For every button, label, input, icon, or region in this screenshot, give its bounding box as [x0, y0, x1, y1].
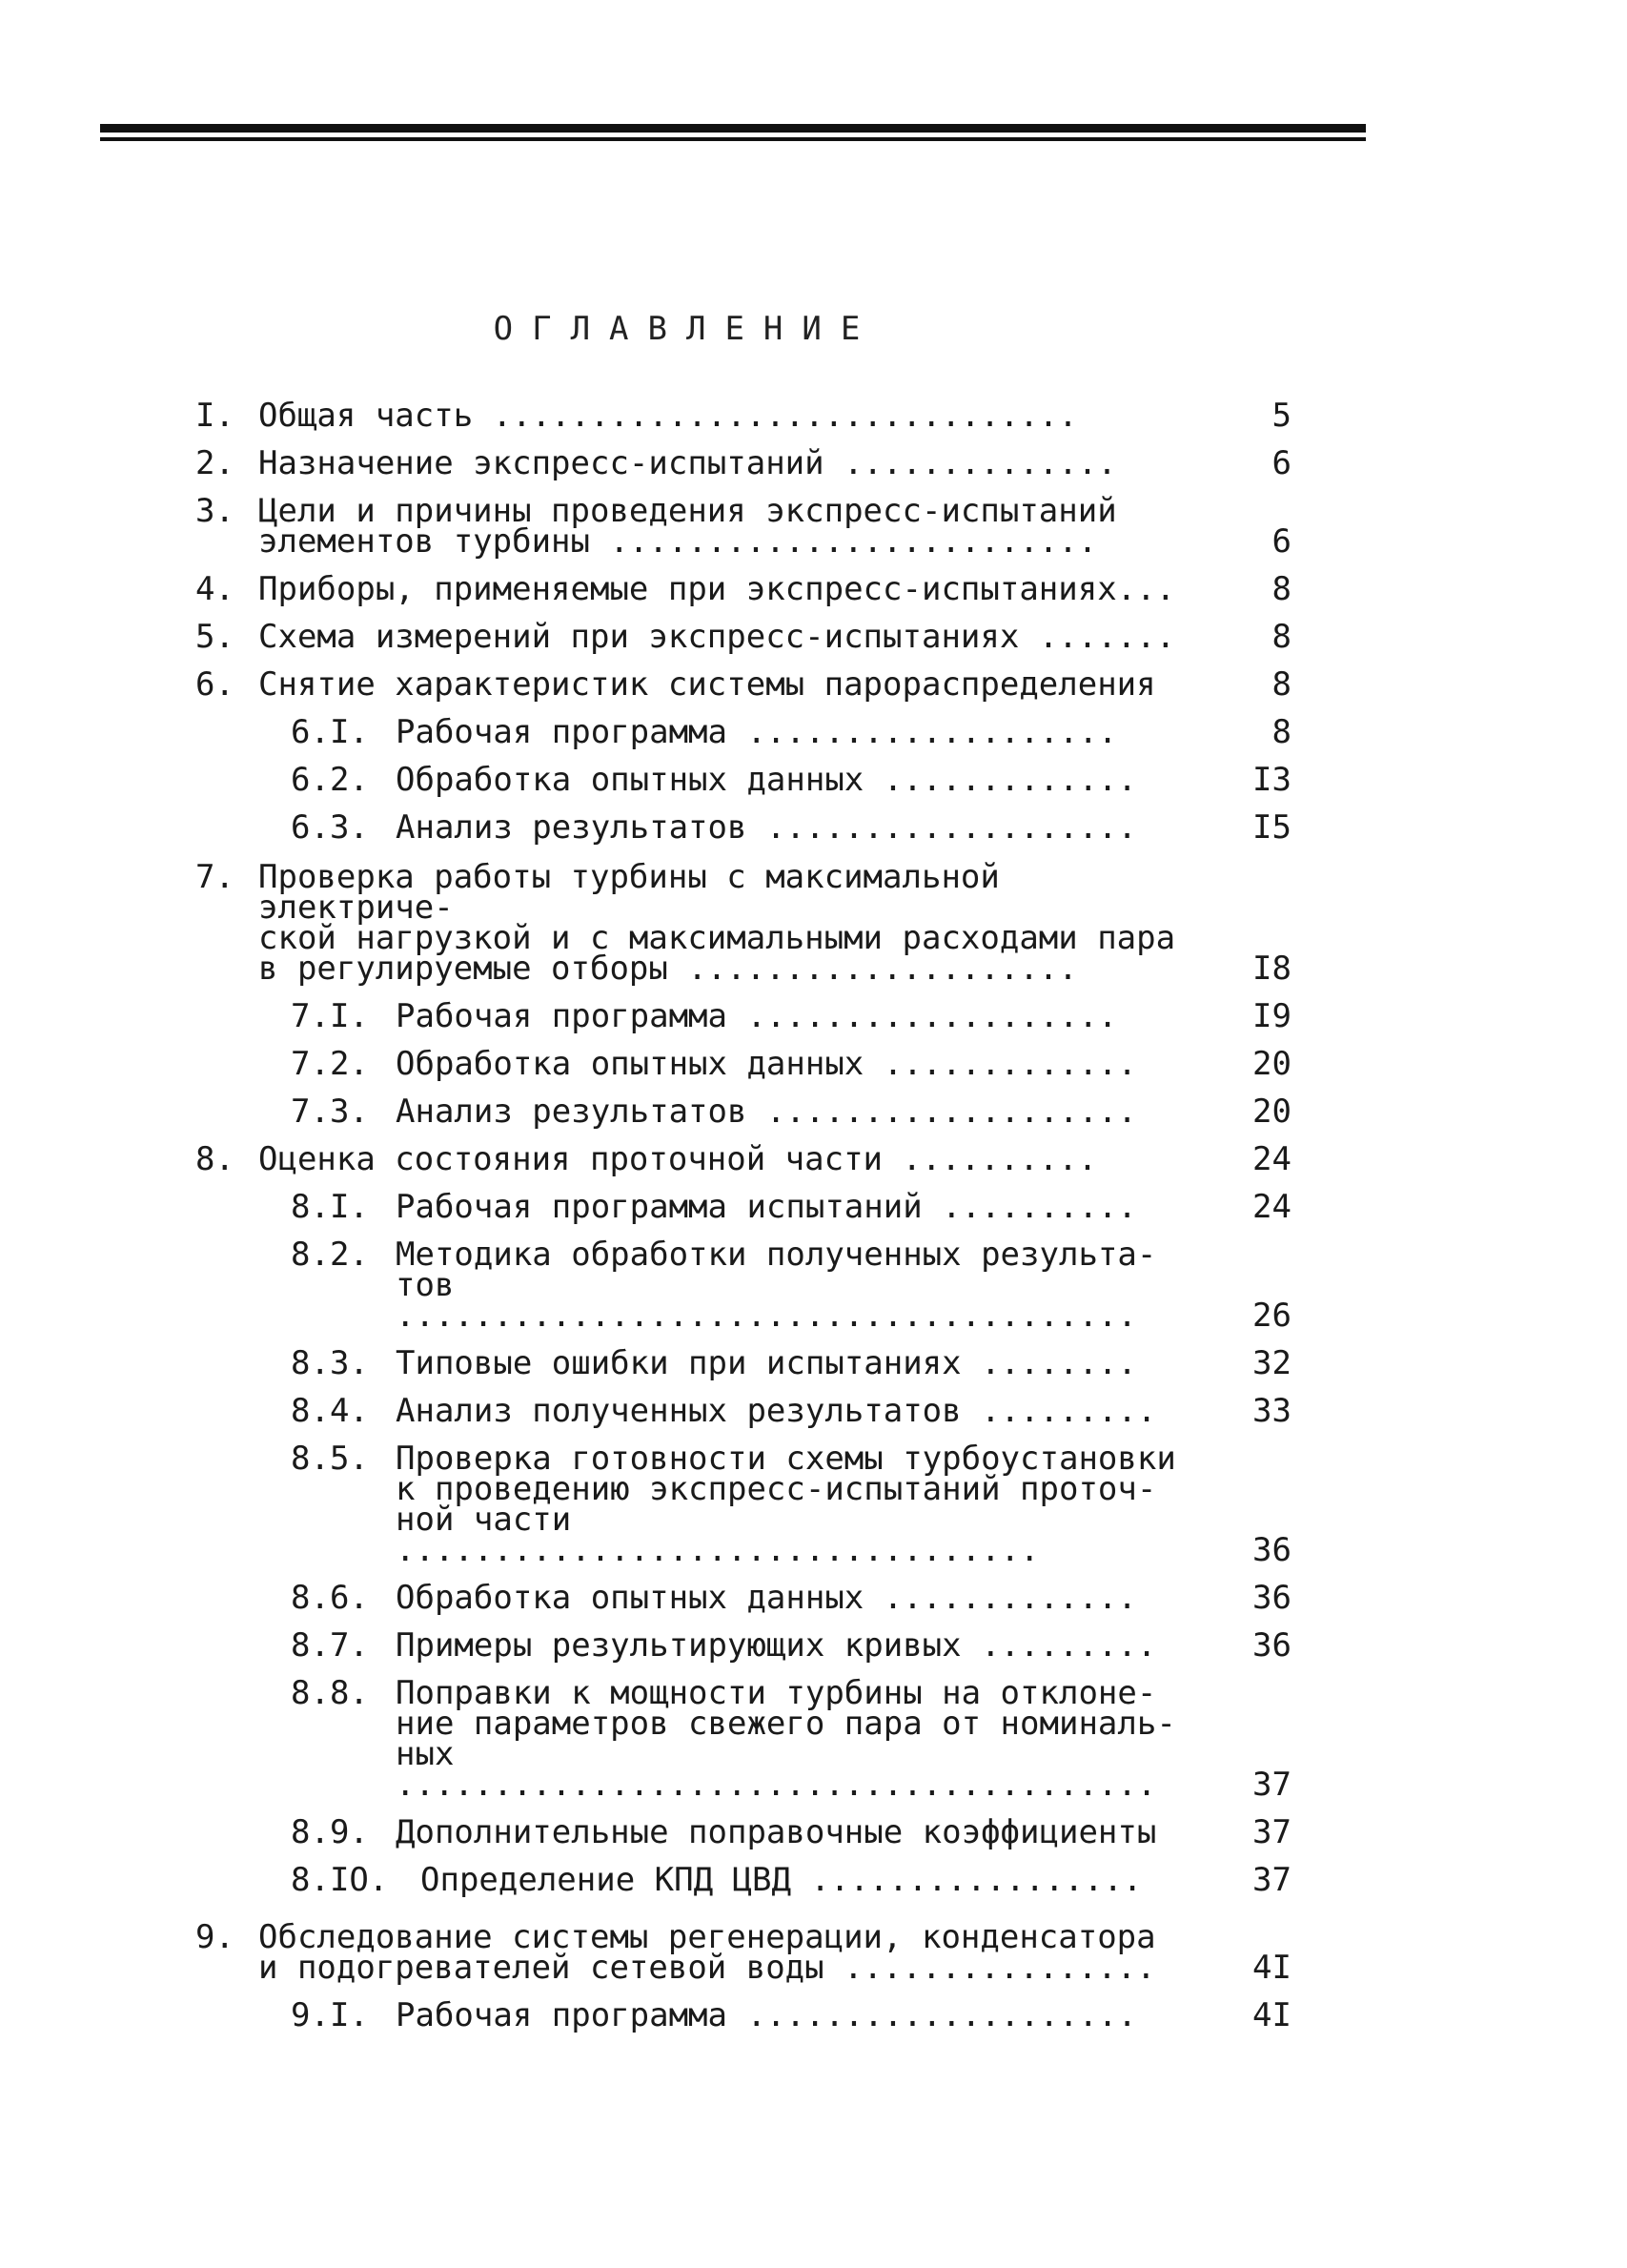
- toc-entry-page-number: 36: [1252, 1579, 1291, 1617]
- toc-entry: [195, 808, 1291, 847]
- toc-entry-number: I.: [195, 397, 234, 435]
- toc-entry: [195, 1813, 1291, 1851]
- toc-entry-title: Проверка готовности схемы турбоустановки к проведению экспресс-испытаний проточ- ной части .................................: [396, 1440, 1176, 1569]
- table-of-contents: [195, 397, 1291, 2034]
- toc-entry: [195, 997, 1291, 1035]
- toc-entry-page-number: 36: [1252, 1531, 1291, 1569]
- toc-entry-number: 8.9.: [291, 1813, 369, 1851]
- toc-entry-number: 8.I.: [291, 1188, 369, 1226]
- toc-entry-number: 5.: [195, 618, 234, 656]
- toc-entry: [195, 665, 1291, 704]
- toc-entry: [195, 1140, 1291, 1178]
- toc-entry: [195, 444, 1291, 482]
- toc-entry-page-number: 5: [1271, 397, 1291, 435]
- toc-entry-title: Обработка опытных данных .............: [396, 761, 1137, 799]
- toc-entry: [195, 1440, 1291, 1569]
- toc-entry-title: Поправки к мощности турбины на отклоне- ние параметров свежего пара от номиналь- ных .......................................: [396, 1674, 1176, 1804]
- toc-entry: [195, 397, 1291, 435]
- toc-entry-page-number: 8: [1271, 570, 1291, 608]
- toc-entry-title: Цели и причины проведения экспресс-испытаний элементов турбины .........................: [258, 492, 1117, 561]
- toc-entry-title: Рабочая программа ...................: [396, 997, 1118, 1035]
- header-rule-thin: [100, 137, 1366, 141]
- toc-entry-title: Рабочая программа ....................: [396, 1996, 1137, 2034]
- toc-entry-number: 8.7.: [291, 1626, 369, 1665]
- toc-entry-page-number: 6: [1271, 444, 1291, 482]
- toc-entry: [195, 1674, 1291, 1804]
- toc-entry-page-number: 8: [1271, 618, 1291, 656]
- toc-entry-title: Снятие характеристик системы парораспределения: [258, 665, 1156, 704]
- toc-entry-title: Назначение экспресс-испытаний ..............: [258, 444, 1117, 482]
- toc-entry-number: 8.2.: [291, 1236, 369, 1274]
- toc-entry-page-number: 4I: [1252, 1949, 1291, 1987]
- toc-entry-title: Анализ результатов ...................: [396, 1093, 1137, 1131]
- toc-entry: [195, 492, 1291, 561]
- toc-entry: [195, 858, 1291, 988]
- toc-entry-page-number: 4I: [1252, 1996, 1291, 2034]
- toc-entry-number: 6.I.: [291, 713, 369, 751]
- toc-entry: [195, 1392, 1291, 1430]
- toc-entry-number: 7.: [195, 858, 234, 896]
- toc-entry-number: 8.6.: [291, 1579, 369, 1617]
- toc-entry-number: 6.2.: [291, 761, 369, 799]
- toc-entry-page-number: 37: [1252, 1813, 1291, 1851]
- toc-entry-page-number: 37: [1252, 1861, 1291, 1899]
- toc-entry-title: Обработка опытных данных .............: [396, 1045, 1137, 1083]
- toc-entry-page-number: I9: [1252, 997, 1291, 1035]
- toc-entry: [195, 1093, 1291, 1131]
- toc-entry: [195, 761, 1291, 799]
- toc-entry-page-number: 20: [1252, 1093, 1291, 1131]
- toc-entry-title: Рабочая программа ...................: [396, 713, 1118, 751]
- toc-entry: [195, 618, 1291, 656]
- toc-entry-page-number: 8: [1271, 665, 1291, 704]
- toc-entry-number: 2.: [195, 444, 234, 482]
- toc-entry: [195, 570, 1291, 608]
- toc-entry-number: 4.: [195, 570, 234, 608]
- toc-entry-title: Оценка состояния проточной части ..........: [258, 1140, 1098, 1178]
- toc-entry-title: Проверка работы турбины с максимальной электриче- ской нагрузкой и с максимальными расходами пара в регулируемые отборы ....................: [258, 858, 1176, 988]
- toc-entry-title: Анализ результатов ...................: [396, 808, 1137, 847]
- toc-entry-number: 9.: [195, 1918, 234, 1956]
- toc-entry: [195, 1188, 1291, 1226]
- toc-entry-page-number: 8: [1271, 713, 1291, 751]
- toc-entry-title: Схема измерений при экспресс-испытаниях .......: [258, 618, 1176, 656]
- page-title: ОГЛАВЛЕНИЕ: [493, 310, 880, 348]
- toc-entry-page-number: 26: [1252, 1297, 1291, 1335]
- toc-entry-title: Примеры результирующих кривых .........: [396, 1626, 1157, 1665]
- toc-entry-title: Рабочая программа испытаний ..........: [396, 1188, 1137, 1226]
- toc-entry-number: 8.IO.: [291, 1861, 389, 1899]
- toc-entry-page-number: 6: [1271, 522, 1291, 561]
- toc-entry-title: Определение КПД ЦВД .................: [420, 1861, 1143, 1899]
- toc-entry-number: 8.: [195, 1140, 234, 1178]
- toc-entry-page-number: 24: [1252, 1140, 1291, 1178]
- toc-entry-title: Методика обработки полученных результа- тов ......................................: [396, 1236, 1157, 1335]
- toc-entry-number: 7.2.: [291, 1045, 369, 1083]
- toc-entry-title: Общая часть ..............................: [258, 397, 1078, 435]
- toc-entry-title: Приборы, применяемые при экспресс-испытаниях...: [258, 570, 1176, 608]
- header-rule-thick: [100, 124, 1366, 133]
- toc-entry-page-number: I5: [1252, 808, 1291, 847]
- toc-entry-page-number: 33: [1252, 1392, 1291, 1430]
- toc-entry-number: 8.8.: [291, 1674, 369, 1712]
- toc-entry-title: Обработка опытных данных .............: [396, 1579, 1137, 1617]
- toc-entry: [195, 1579, 1291, 1617]
- toc-entry-number: 7.I.: [291, 997, 369, 1035]
- toc-entry-title: Анализ полученных результатов .........: [396, 1392, 1157, 1430]
- toc-entry-number: 8.5.: [291, 1440, 369, 1478]
- toc-entry-page-number: 24: [1252, 1188, 1291, 1226]
- toc-entry-title: Дополнительные поправочные коэффициенты: [396, 1813, 1157, 1851]
- toc-entry: [195, 1861, 1291, 1899]
- toc-entry-number: 8.3.: [291, 1344, 369, 1382]
- toc-entry-page-number: 36: [1252, 1626, 1291, 1665]
- toc-entry-number: 9.I.: [291, 1996, 369, 2034]
- toc-entry: [195, 1918, 1291, 1987]
- toc-entry-number: 7.3.: [291, 1093, 369, 1131]
- toc-entry-title: Обследование системы регенерации, конденсатора и подогревателей сетевой воды ................: [258, 1918, 1156, 1987]
- toc-entry-number: 3.: [195, 492, 234, 530]
- toc-entry-number: 6.3.: [291, 808, 369, 847]
- toc-entry-page-number: I8: [1252, 950, 1291, 988]
- toc-entry: [195, 1344, 1291, 1382]
- toc-entry-page-number: I3: [1252, 761, 1291, 799]
- toc-entry: [195, 1236, 1291, 1335]
- toc-entry-page-number: 37: [1252, 1766, 1291, 1804]
- toc-entry-page-number: 20: [1252, 1045, 1291, 1083]
- toc-entry: [195, 713, 1291, 751]
- toc-entry: [195, 1626, 1291, 1665]
- toc-entry-number: 8.4.: [291, 1392, 369, 1430]
- toc-entry: [195, 1045, 1291, 1083]
- toc-entry: [195, 1996, 1291, 2034]
- toc-entry-number: 6.: [195, 665, 234, 704]
- toc-entry-title: Типовые ошибки при испытаниях ........: [396, 1344, 1137, 1382]
- toc-entry-page-number: 32: [1252, 1344, 1291, 1382]
